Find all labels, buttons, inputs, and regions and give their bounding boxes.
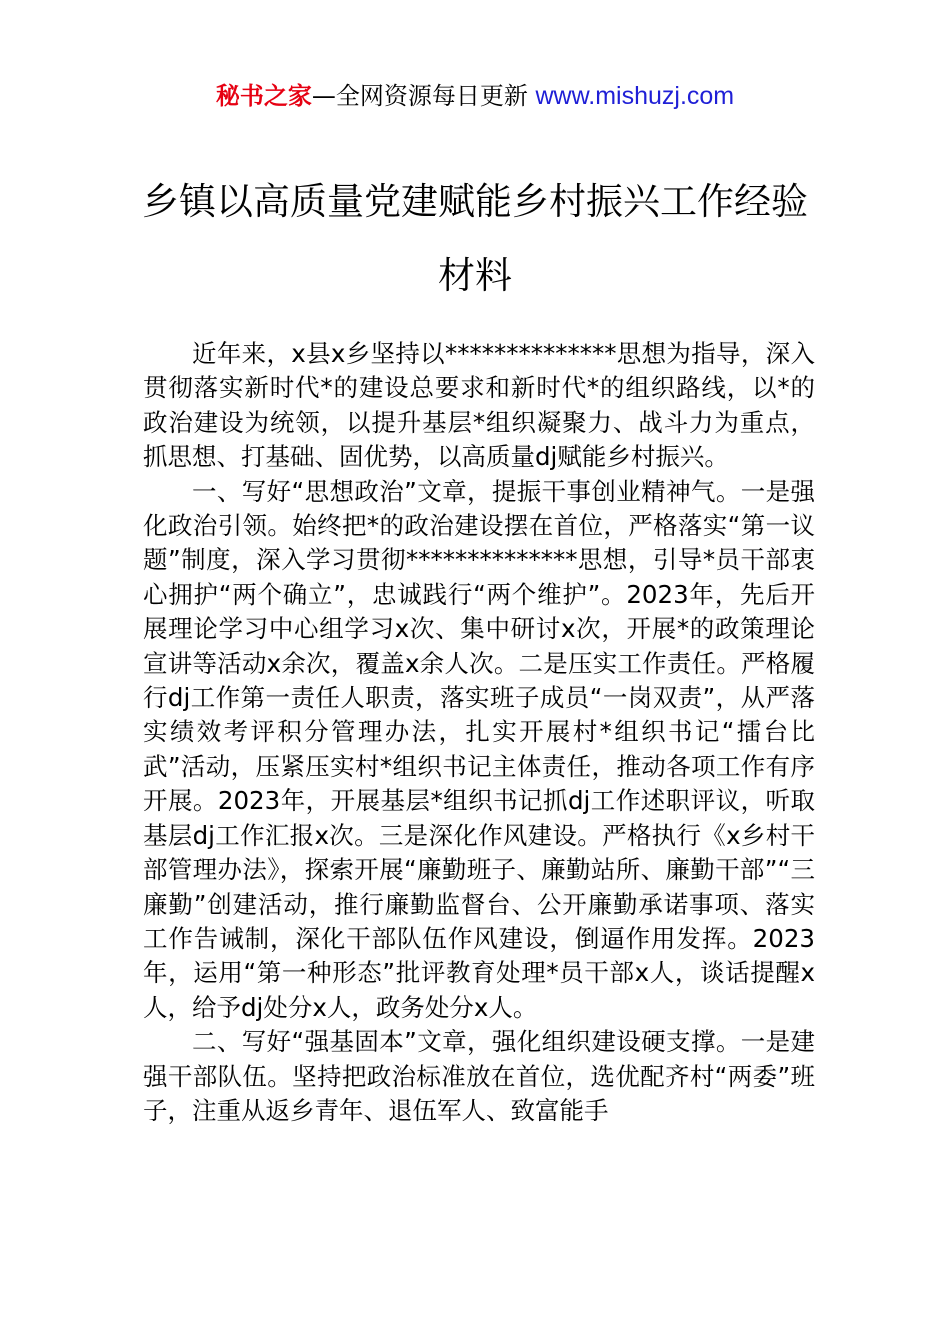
body-paragraph-intro: 近年来，x县x乡坚持以**************思想为指导，深入贯彻落实新时代*的建设总要求和新时代*的组织路线，以*的政治建设为统领，以提升基层*组织凝聚力、战斗力为重点，抓思想、打基础、固优势，以高质量dj赋能乡村振兴。 — [143, 339, 815, 472]
title-line-2: 材料 — [438, 254, 512, 297]
site-header — [0, 80, 950, 112]
body-paragraph-section-1: 一、写好“思想政治”文章，提振干事创业精神气。一是强化政治引领。始终把*的政治建设摆在首位，严格落实“第一议题”制度，深入学习贯彻**************思想，引导*员干部衷心拥护“两个确立”，忠诚践行“两个维护”。2023年，先后开展理论学习中心组学习x次、集中研讨x次，开展*的政策理论宣讲等活动x余次，覆盖x余人次。二是压实工作责任。严格履行dj工作第一责任人职责，落实班子成员“一岗双责”，从严落实绩效考评积分管理办法，扎实开展村*组织书记“擂台比武”活动，压紧压实村*组织书记主体责任，推动各项工作有序开展。2023年，开展基层*组织书记抓dj工作述职评议，听取基层dj工作汇报x次。三是深化作风建设。严格执行《x乡村干部管理办法》，探索开展“廉勤班子、廉勤站所、廉勤干部”“三廉勤”创建活动，推行廉勤监督台、公开廉勤承诺事项、落实工作告诫制，深化干部队伍作风建设，倒逼作用发挥。2023年，运用“第一种形态”批评教育处理*员干部x人，谈话提醒x人，给予dj处分x人，政务处分x人。 — [143, 476, 815, 1022]
title-line-1: 乡镇以高质量党建赋能乡村振兴工作经验 — [142, 180, 808, 223]
site-url-link[interactable]: www.mishuzj.com — [535, 82, 735, 110]
document-title — [120, 165, 830, 313]
site-brand: 秘书之家 — [215, 82, 312, 110]
document-body — [143, 337, 815, 1128]
body-paragraph-section-2: 二、写好“强基固本”文章，强化组织建设硬支撑。一是建强干部队伍。坚持把政治标准放在首位，选优配齐村“两委”班子，注重从返乡青年、退伍军人、致富能手 — [143, 1027, 815, 1125]
site-tagline: —全网资源每日更新 — [311, 82, 536, 110]
